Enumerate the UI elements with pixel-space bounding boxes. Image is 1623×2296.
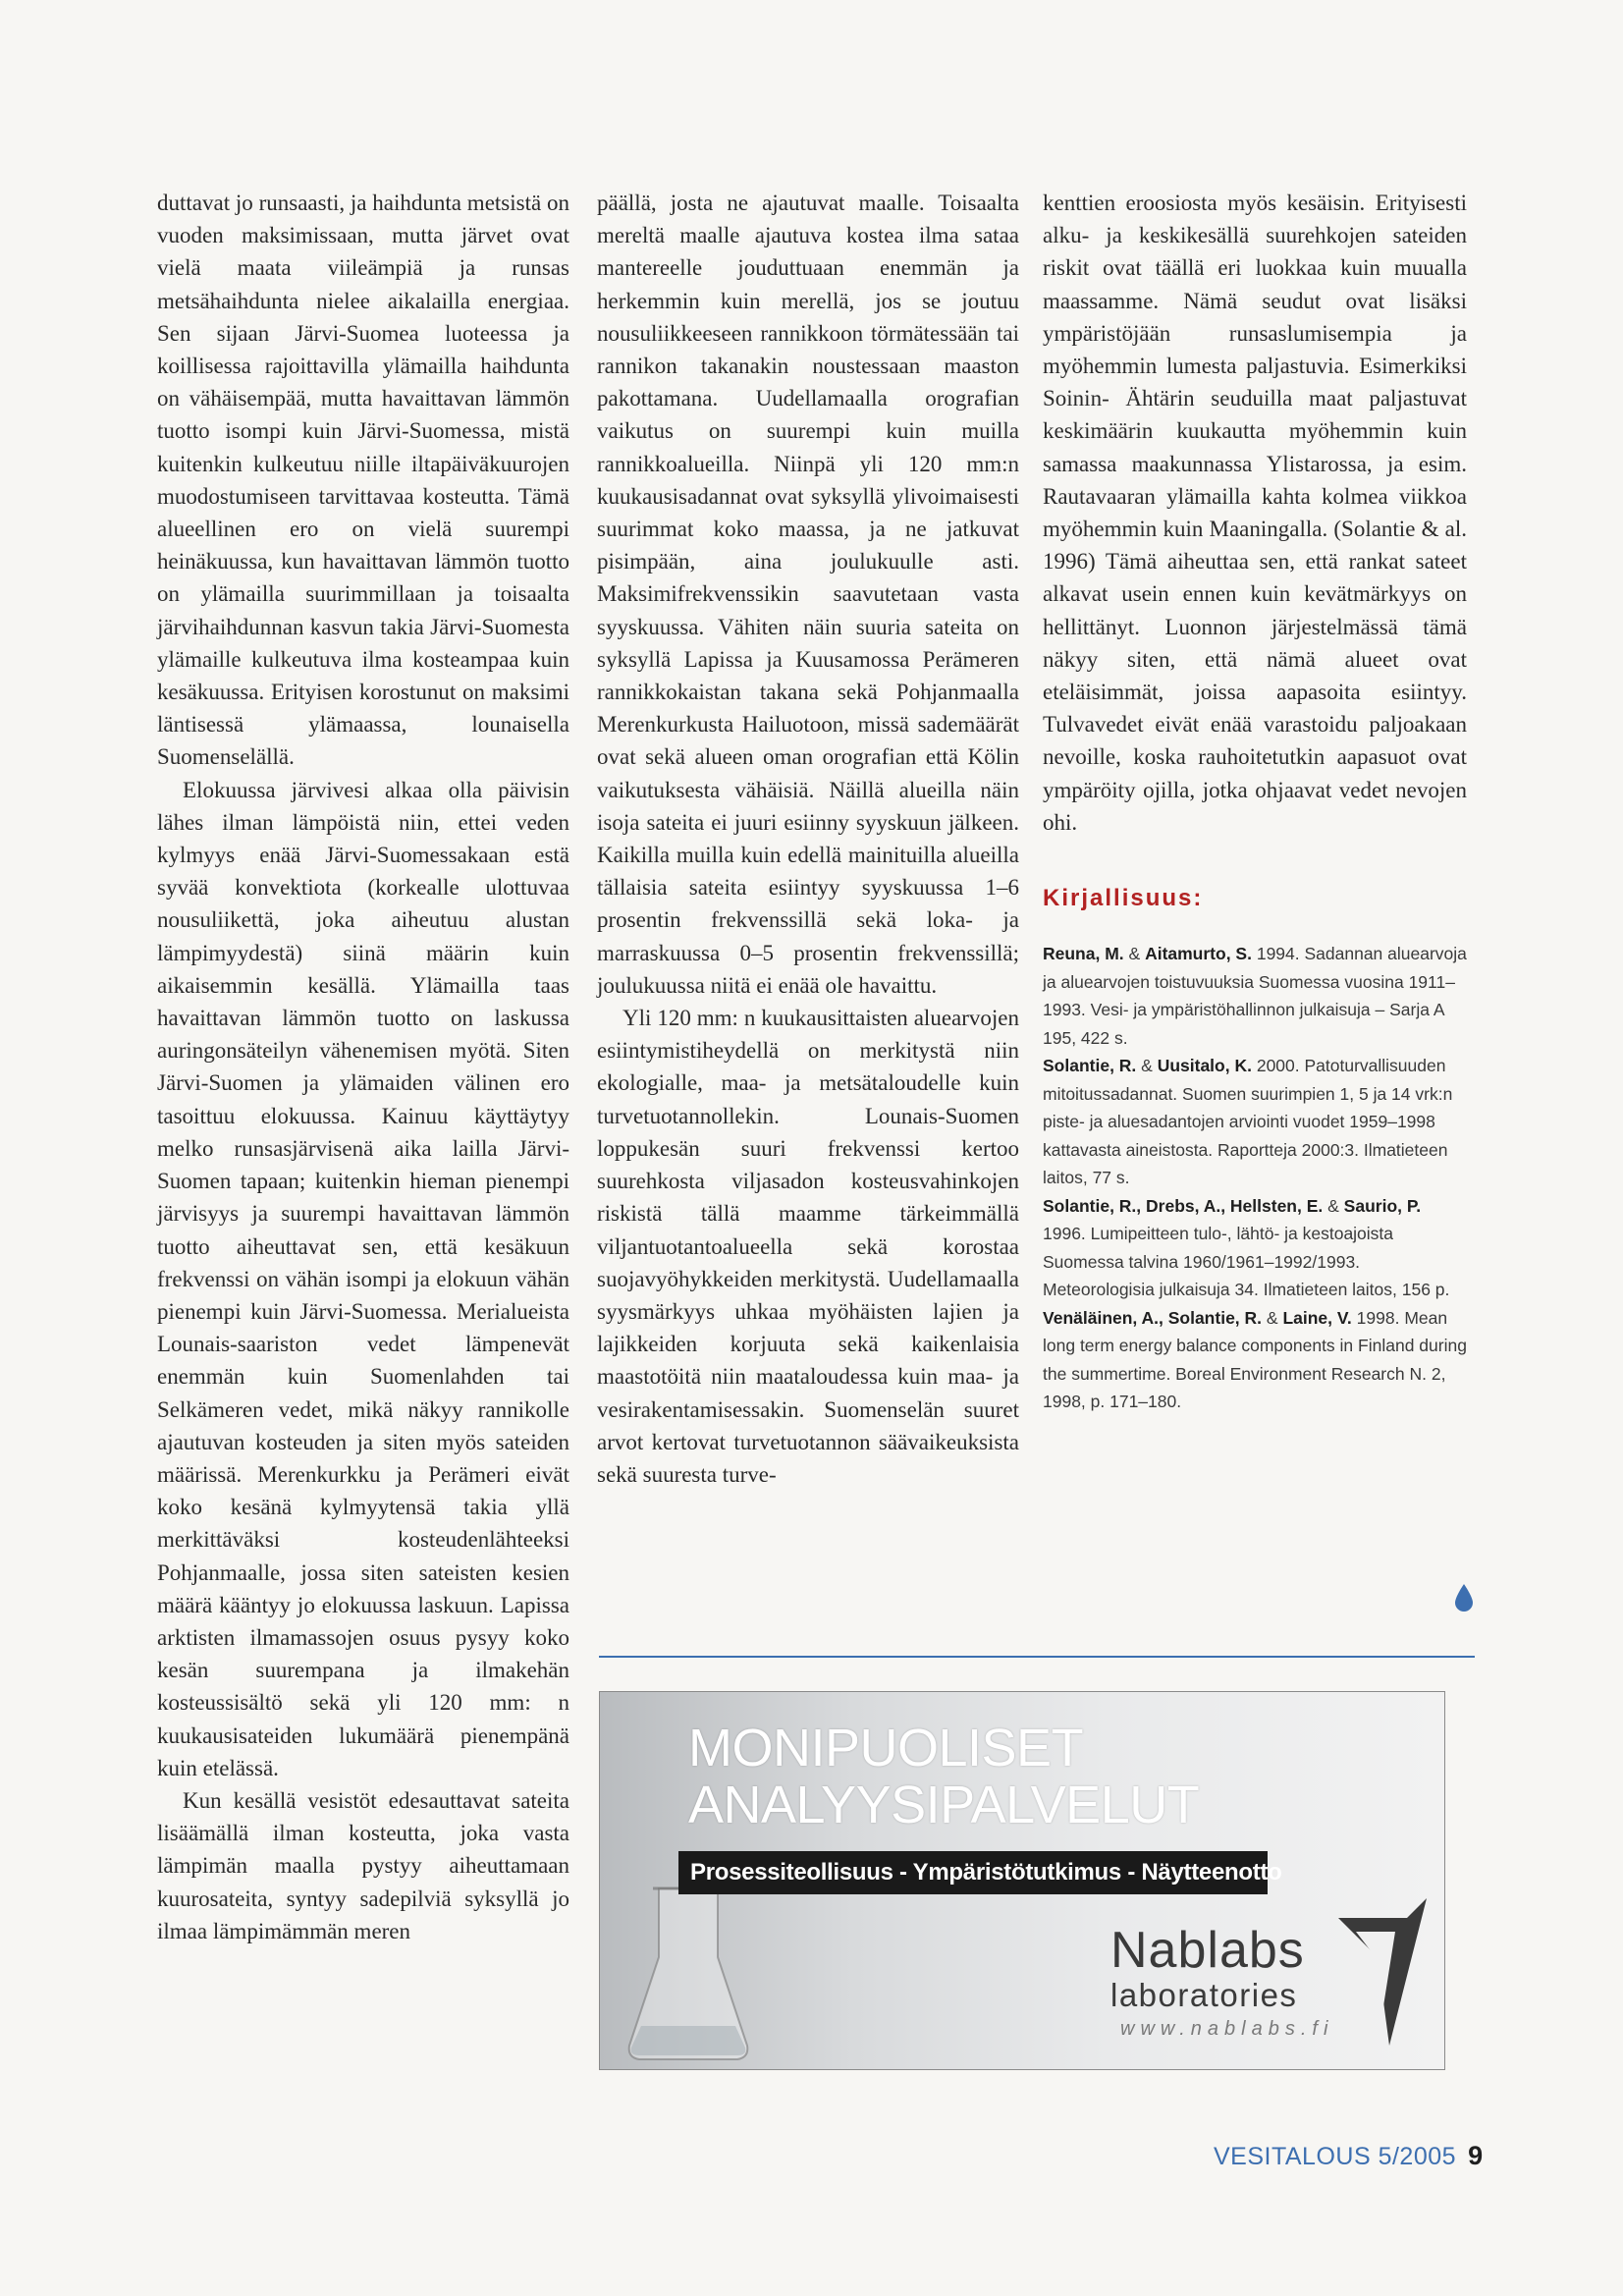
reference-item bbox=[1043, 1192, 1467, 1304]
reference-authors: Reuna, M. bbox=[1043, 944, 1124, 964]
reference-separator: & bbox=[1123, 944, 1146, 964]
ad-brand-block bbox=[1110, 1924, 1333, 2044]
page-footer bbox=[1214, 2141, 1483, 2171]
ad-headline bbox=[688, 1720, 1199, 1833]
reference-authors: Saurio, P. bbox=[1343, 1195, 1422, 1216]
magazine-issue: VESITALOUS 5/2005 bbox=[1214, 2143, 1457, 2170]
reference-item bbox=[1043, 1304, 1467, 1416]
reference-authors: Venäläinen, A., Solantie, R. bbox=[1043, 1307, 1263, 1328]
text-column-3 bbox=[1043, 187, 1467, 1416]
reference-separator: & bbox=[1323, 1195, 1344, 1216]
ad-brand-subname: laboratories bbox=[1110, 1977, 1298, 2013]
text-column-2 bbox=[597, 187, 1019, 1491]
paragraph: Kun kesällä vesistöt edesauttavat sateita lisäämällä ilman kosteutta, joka vasta lämpimän maalla pystyy aiheuttamaan kuurosateita, syntyy sadepilviä syksyllä jo ilmaa lämpimämmän meren bbox=[157, 1787, 569, 1943]
ad-headline-line: MONIPUOLISET bbox=[688, 1719, 1084, 1777]
paragraph: Elokuussa järvivesi alkaa olla päivisin lähes ilman lämpöistä niin, ettei veden kylmyys enää Järvi-Suomessakaan estä syvää konvektiota (korkealle ulottuvaa nousuliikettä, joka aiheutuu alustan lämpimyydestä) siinä määrin kuin aikaisemmin kesällä. Ylämailla taas havaittavan lämmön tuotto on laskussa auringonsäteilyn vähenemisen myötä. Siten Järvi-Suomen ja ylämaiden välinen ero tasoittuu elokuussa. Kainuu käyttäytyy melko runsasjärvisenä aika lailla Järvi-Suomen tapaan; kuitenkin hieman pienempi järvisyys ja suurempi havaittavan lämmön tuotto aiheuttavat sen, että kesäkuun frekvenssi on vähän isompi ja elokuun vähän pienempi kuin Järvi-Suomessa. Merialueista Lounais-saariston vedet lämpenevät enemmän kuin Suomenlahden tai Selkämeren vedet, mikä näkyy rannikolle ajautuvan kosteuden ja siten myös sateiden määrissä. Merenkurkku ja Perämeri eivät koko kesänä kylmyytensä takia yllä merkittäväksi kosteudenlähteeksi Pohjanmaalle, jossa siten sateisten kesien määrä kääntyy jo elokuussa laskuun. Lapissa arktisten ilmamassojen osuus pysyy koko kesän suurempana ja ilmakehän kosteussisältö sekä yli 120 mm: n kuukausisateiden lukumäärä pienempänä kuin etelässä. bbox=[157, 777, 569, 1780]
reference-authors: Laine, V. bbox=[1282, 1307, 1352, 1328]
paragraph: päällä, josta ne ajautuvat maalle. Toisaalta mereltä maalle ajautuva kostea ilma sataa mantereelle jouduttuaan enemmän ja herkemmin kuin merellä, jos se joutuu nousuliikkeeseen rannikkoon törmätessään tai rannikon takanakin noustessaan maaston pakottamana. Uudellamaalla orografian vaikutus on suurempi kuin muilla rannikkoalueilla. Niinpä yli 120 mm:n kuukausisadannat ovat syksyllä ylivoimaisesti suurimmat koko maassa, ja ne jatkuvat pisimpään, aina joulukuulle asti. Maksimifrekvenssikin saavutetaan vasta syyskuussa. Vähiten näin suuria sateita on syksyllä Lapissa ja Kuusamossa Perämeren rannikkokaistan takana sekä Pohjanmaalla Merenkurkusta Hailuotoon, missä sademäärät ovat sekä alueen oman orografian että Kölin vaikutuksesta vähäisiä. Näillä alueilla näin isoja sateita ei juuri esiinny syyskuun jälkeen. Kaikilla muilla kuin edellä mainituilla alueilla tällaisia sateita esiintyy syyskuussa 1–6 prosentin frekvenssillä sekä loka- ja marraskuussa 0–5 prosentin frekvenssillä; joulukuussa niitä ei enää ole havaittu. bbox=[597, 191, 1019, 998]
lab-glassware-image bbox=[620, 1879, 777, 2065]
reference-separator: & bbox=[1262, 1307, 1283, 1328]
references-heading: Kirjallisuus: bbox=[1043, 885, 1204, 912]
reference-authors: Aitamurto, S. bbox=[1145, 944, 1252, 964]
reference-authors: Uusitalo, K. bbox=[1157, 1056, 1252, 1076]
nablabs-logo-icon bbox=[1338, 1898, 1427, 2046]
reference-item bbox=[1043, 940, 1467, 1052]
ad-headline-line: ANALYYSIPALVELUT bbox=[688, 1776, 1200, 1834]
advertisement[interactable] bbox=[599, 1691, 1445, 2070]
reference-authors: Solantie, R. bbox=[1043, 1056, 1137, 1076]
reference-text: 1996. Lumipeitteen tulo-, lähtö- ja kestoajoista Suomessa talvina 1960/1961–1992/1993. Meteorologisia julkaisuja 34. Ilmatieteen laitos, 156 p. bbox=[1043, 1224, 1450, 1300]
water-drop-icon bbox=[1453, 1583, 1475, 1613]
reference-item bbox=[1043, 1052, 1467, 1192]
paragraph: duttavat jo runsaasti, ja haihdunta metsistä on vuoden maksimissaan, mutta järvet ovat vielä maata viileämpiä ja runsas metsähaihdunta nielee aikalailla energiaa. Sen sijaan Järvi-Suomea luoteessa ja koillisessa rajoittavilla ylämailla haihdunta on vähäisempää, mutta havaittavan lämmön tuotto isompi kuin Järvi-Suomessa, mistä kuitenkin kulkeutuu niille iltapäiväkuurojen muodostumiseen tarvittavaa kosteutta. Tämä alueellinen ero on vielä suurempi heinäkuussa, kun havaittavan lämmön tuotto on ylämailla suurimmillaan ja toisaalta järvihaihdunnan kasvun takia Järvi-Suomesta ylämaille kulkeutuva ilma kosteampaa kuin kesäkuussa. Erityisen korostunut on maksimi läntisessä ylämaassa, lounaisella Suomenselällä. bbox=[157, 191, 569, 770]
ad-brand-name: Nablabs bbox=[1110, 1922, 1305, 1979]
paragraph: kenttien eroosiosta myös kesäisin. Erityisesti alku- ja keskikesällä suurehkojen sateiden riskit ovat täällä eri luokkaa kuin muualla maassamme. Nämä seudut ovat lisäksi ympäristöjään runsaslumisempia ja myöhemmin lumesta paljastuvia. Esimerkiksi Soinin- Ähtärin seuduilla maat paljastuvat keskimäärin kuukautta myöhemmin kuin samassa maakunnassa Ylistarossa, ja esim. Rautavaaran ylämailla kahta kolmea viikkoa myöhemmin kuin Maaningalla. (Solantie & al. 1996) Tämä aiheuttaa sen, että rankat sateet alkavat usein ennen kuin kevätmärkyys on hellittänyt. Luonnon järjestelmässä tämä näkyy siten, että nämä alueet ovat eteläisimmät, joissa aapasoita esiintyy. Tulvavedet eivät enää varastoidu paljoakaan nevoille, koska rauhoitetutkin aapasuot ovat ympäröity ojilla, jotka ohjaavat vedet nevojen ohi. bbox=[1043, 191, 1467, 835]
reference-text: 1994. Sadannan aluearvoja ja aluearvojen toistuvuuksia Suomessa vuosina 1911–1993. Vesi- ja ympäristöhallinnon julkaisuja – Sarja A 195, 422 s. bbox=[1043, 944, 1467, 1048]
reference-text: 1998. Mean long term energy balance components in Finland during the summertime. Boreal Environment Research N. 2, 1998, p. 171–180. bbox=[1043, 1307, 1467, 1412]
paragraph: Yli 120 mm: n kuukausittaisten aluearvojen esiintymistiheydellä on merkitystä niin ekologialle, maa- ja metsätaloudelle kuin turvetuotannollekin. Lounais-Suomen loppukesän suuri frekvenssi kertoo suurehkosta viljasadon kosteusvahinkojen riskistä tällä maamme tärkeimmällä viljantuotantoalueella sekä korostaa suojavyöhykkeiden merkitystä. Uudellamaalla syysmärkyys uhkaa myöhäisten lajien ja lajikkeiden korjuuta sekä kaikenlaisia maastotöitä niin maataloudessa kuin maa- ja vesirakentamisessakin. Suomenselän suuret arvot kertovat turvetuotannon säävaikeuksista sekä suuresta turve- bbox=[597, 1006, 1019, 1487]
text-column-1 bbox=[157, 187, 569, 1947]
ad-url-link[interactable]: www.nablabs.fi bbox=[1120, 2018, 1334, 2040]
ad-subtitle: Prosessiteollisuus - Ympäristötutkimus - Näytteenotto bbox=[690, 1859, 1282, 1886]
section-divider bbox=[599, 1656, 1475, 1658]
reference-authors: Solantie, R., Drebs, A., Hellsten, E. bbox=[1043, 1195, 1324, 1216]
page-number: 9 bbox=[1468, 2141, 1484, 2170]
reference-separator: & bbox=[1136, 1056, 1158, 1076]
reference-text: 2000. Patoturvallisuuden mitoitussadannat. Suomen suurimpien 1, 5 ja 14 vrk:n piste- ja aluesadantojen arviointi vuodet 1959–1998 kattavasta aineistosta. Raportteja 2000:3. Ilmatieteen laitos, 77 s. bbox=[1043, 1056, 1453, 1188]
reference-list bbox=[1043, 940, 1467, 1416]
